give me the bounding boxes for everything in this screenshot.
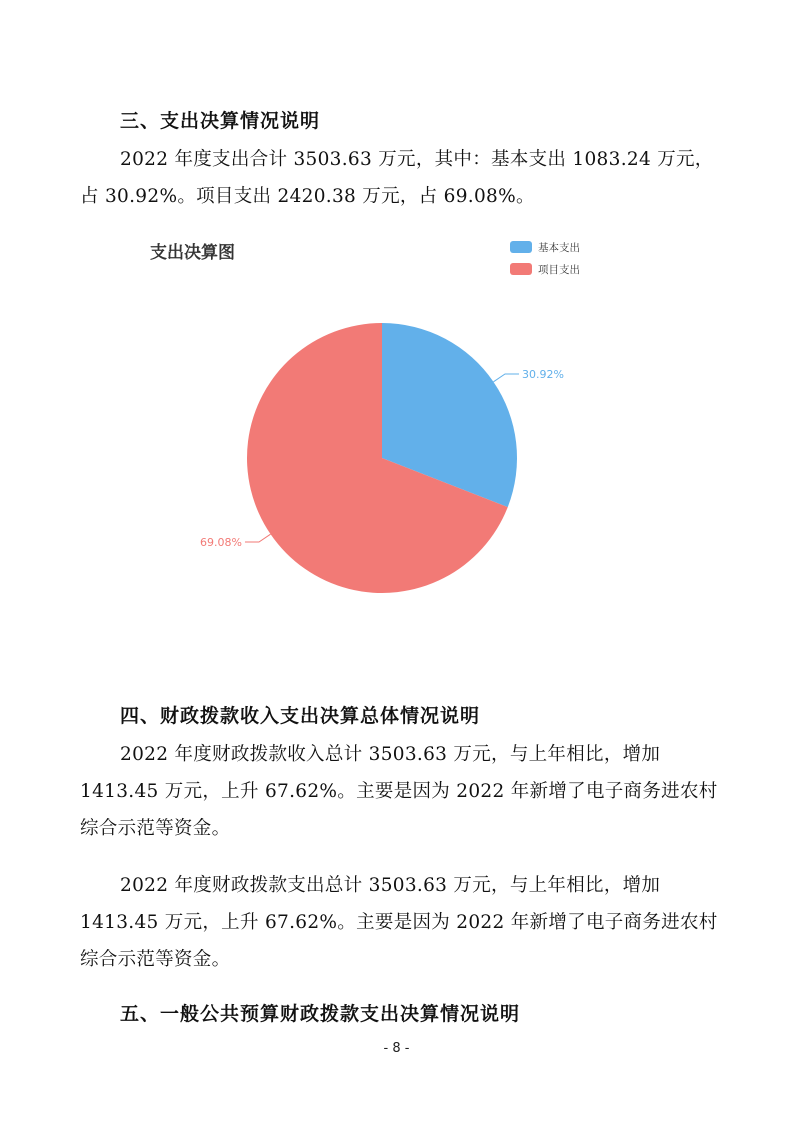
page-number: - 8 -: [383, 1041, 410, 1056]
section3-heading: 三、支出决算情况说明: [120, 110, 321, 132]
legend-label-basic: 基本支出: [538, 241, 580, 254]
section5-heading: 五、一般公共预算财政拨款支出决算情况说明: [120, 1003, 521, 1025]
pie-label-project-line: [245, 534, 271, 542]
section3-paragraph: 2022 年度支出合计 3503.63 万元，其中：基本支出 1083.24 万元，占 30.92%。项目支出 2420.38 万元，占 69.08%。: [80, 149, 714, 207]
pie-svg: [190, 228, 600, 608]
pie-label-basic: 30.92%: [522, 367, 564, 381]
section4-heading: 四、财政拨款收入支出决算总体情况说明: [120, 705, 481, 727]
chart-title: 支出决算图: [150, 243, 235, 263]
section4-paragraph-1: 2022 年度财政拨款收入总计 3503.63 万元，与上年相比，增加 1413.45 万元，上升 67.62%。主要是因为 2022 年新增了电子商务进农村综合示范等资金。: [80, 744, 718, 839]
pie-label-project: 69.08%: [200, 536, 242, 550]
pie-label-basic-line: [493, 374, 519, 382]
legend-label-project: 项目支出: [538, 263, 580, 276]
section4-paragraph-2: 2022 年度财政拨款支出总计 3503.63 万元，与上年相比，增加 1413.45 万元，上升 67.62%。主要是因为 2022 年新增了电子商务进农村综合示范等资金。: [80, 875, 718, 970]
